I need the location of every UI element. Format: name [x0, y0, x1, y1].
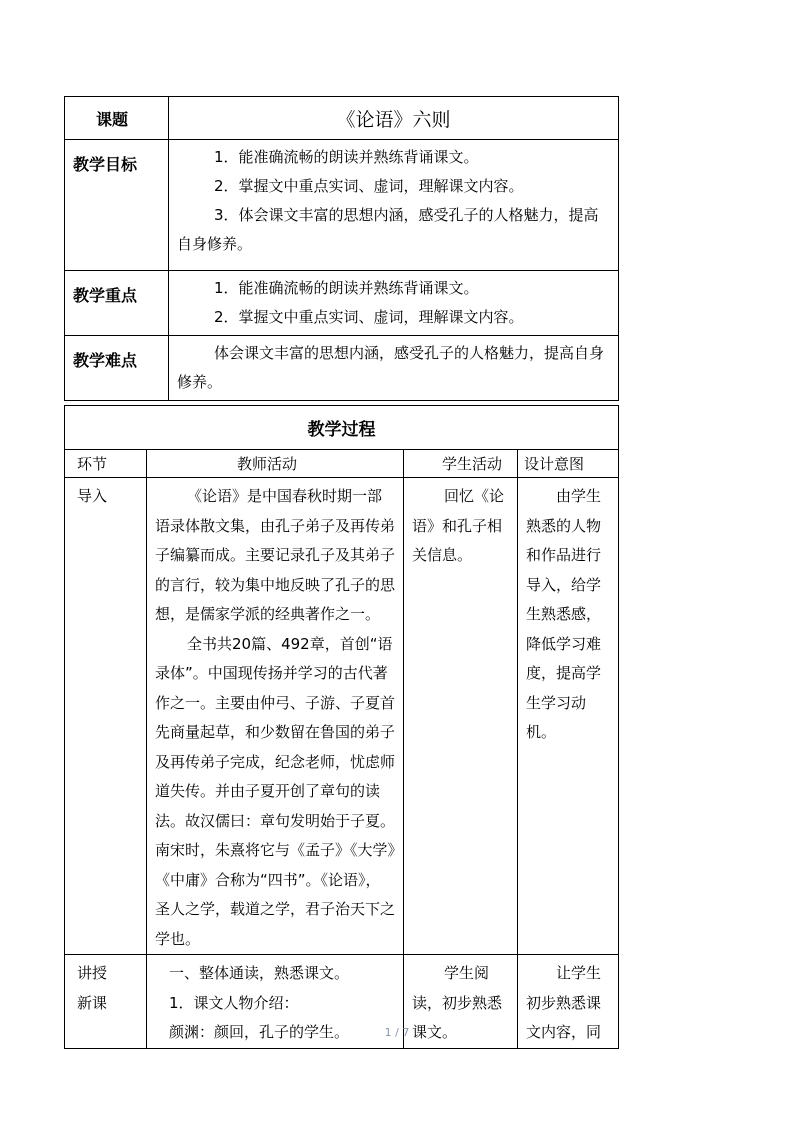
focus-item: 1．能准确流畅的朗读并熟练背诵课文。	[214, 279, 479, 297]
col-stage: 环节	[65, 450, 147, 478]
teacher-para: 一、整体通读，熟悉课文。	[169, 964, 350, 982]
label-difficulty: 教学难点	[65, 336, 169, 401]
process-header: 教学过程	[65, 406, 619, 450]
stage-text: 讲授新课	[77, 964, 108, 1012]
col-teacher: 教师活动	[147, 450, 404, 478]
student-cell	[404, 478, 518, 955]
stage-cell: 导入	[65, 478, 147, 955]
goal-item: 3．体会课文丰富的思想内涵，感受孔子的人格魅力，提高自身修养。	[177, 206, 599, 253]
lesson-info-table	[64, 96, 619, 401]
difficulty-text: 体会课文丰富的思想内涵，感受孔子的人格魅力，提高自身修养。	[177, 344, 605, 391]
label-title: 课题	[65, 97, 169, 140]
student-text: 回忆《论语》和孔子相关信息。	[412, 487, 505, 564]
teacher-para: 1．课文人物介绍：	[169, 993, 299, 1012]
difficulty-cell	[169, 336, 619, 401]
teacher-para: 全书共20篇、492章，首创“语录体”。中国现传扬并学习的古代著作之一。主要由仲弓、子游、子夏首先商量起草，和少数留在鲁国的弟子及再传弟子完成，纪念老师，忧虑师道失传。并由子夏开创了章句的读法。故汉儒曰：章句发明始于子夏。南宋时，朱熹将它与《孟子》《大学》《中庸》合称为“四书”。《论语》，圣人之学，载道之学，君子治天下之学也。	[155, 634, 396, 948]
lesson-title: 《论语》六则	[169, 97, 619, 140]
col-intent: 设计意图	[518, 450, 619, 478]
page-number: 1 / 7	[384, 1026, 410, 1039]
student-text: 学生阅读，初步熟悉课文。	[412, 964, 503, 1041]
table-row	[65, 478, 619, 955]
teacher-para: 《论语》是中国春秋时期一部语录体散文集，由孔子弟子及再传弟子编纂而成。主要记录孔子及其弟子的言行，较为集中地反映了孔子的思想，是儒家学派的经典著作之一。	[155, 487, 396, 623]
focus-item: 2．掌握文中重点实词、虚词，理解课文内容。	[214, 308, 524, 326]
intent-cell	[518, 478, 619, 955]
intent-text: 让学生初步熟悉课文内容，同	[526, 964, 602, 1041]
col-student: 学生活动	[404, 450, 518, 478]
teacher-para: 颜渊：颜回，孔子的学生。	[169, 1023, 350, 1041]
teaching-process-table	[64, 405, 619, 1049]
goals-cell	[169, 140, 619, 271]
intent-text: 由学生熟悉的人物和作品进行导入，给学生熟悉感，降低学习难度，提高学生学习动机。	[526, 487, 602, 741]
focus-cell	[169, 271, 619, 336]
label-focus: 教学重点	[65, 271, 169, 336]
teacher-cell	[147, 478, 404, 955]
goal-item: 2．掌握文中重点实词、虚词，理解课文内容。	[214, 177, 524, 195]
goal-item: 1．能准确流畅的朗读并熟练背诵课文。	[214, 148, 479, 166]
label-goals: 教学目标	[65, 140, 169, 271]
